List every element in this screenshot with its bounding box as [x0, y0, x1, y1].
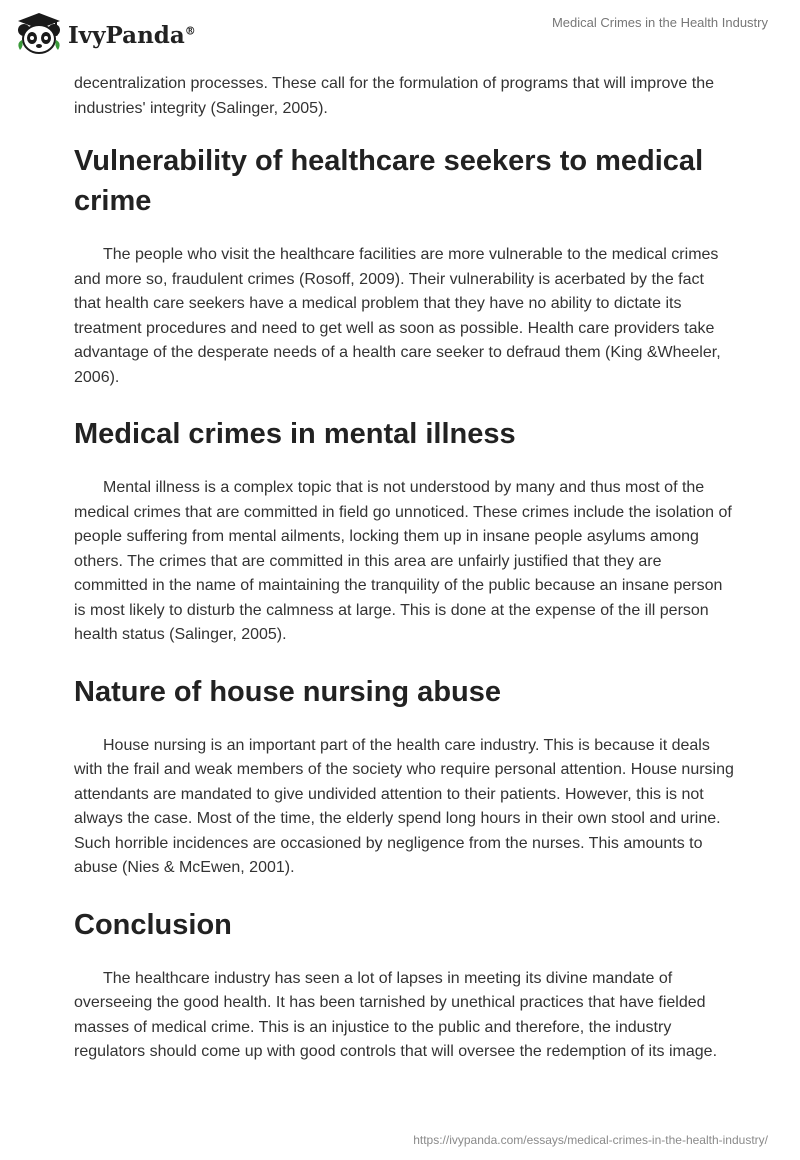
paragraph-house-nursing: House nursing is an important part of the health care industry. This is because it deals with the frail and weak members of the society who require personal attention. House nursing attendants are mandated to give undivided attention to their patients. However, this is not always the case. Most of the time, the elderly spend long hours in their own stool and urine. Such horrible incidences are occasioned by negligence from the nurses. This amounts to abuse (Nies & McEwen, 2001). [74, 736, 734, 876]
paragraph-conclusion: The healthcare industry has seen a lot of lapses in meeting its divine mandate of overseeing the good health. It has been tarnished by unethical practices that have fielded masses of medical crime. This is an injustice to the public and therefore, the industry regulators should come up with good controls that will oversee the redemption of its image. [74, 969, 718, 1060]
source-url-link[interactable]: https://ivypanda.com/essays/medical-crimes-in-the-health-industry/ [413, 1133, 768, 1147]
brand-name: IvyPanda® [68, 21, 196, 49]
section-heading-house-nursing: Nature of house nursing abuse [74, 675, 501, 708]
paragraph-continued: decentralization processes. These call for the formulation of programs that will improve the industries' integrity (Salinger, 2005). [74, 75, 715, 117]
section-heading-vulnerability: Vulnerability of healthcare seekers to medical crime [74, 145, 704, 217]
page-header [0, 0, 800, 70]
paragraph-vulnerability: The people who visit the healthcare facilities are more vulnerable to the medical crimes and more so, fraudulent crimes (Rosoff, 2009). Their vulnerability is acerbated by the fact that health care seekers have a medical problem that they have no ability to dictate its treatment procedures and need to get well as soon as possible. Health care providers take advantage of the desperate needs of a health care seeker to defraud them (King &Wheeler, 2006). [74, 246, 721, 386]
paragraph-mental-illness: Mental illness is a complex topic that is not understood by many and thus most of the medical crimes that are committed in field go unnoticed. These crimes include the isolation of people suffering from mental ailments, locking them up in insane people asylums among others. The crimes that are committed in this area are unfairly justified that they are committed in the name of maintaining the tranquility of the public because an insane person is most likely to disturb the calmness at large. This is done at the expense of the ill person health status (Salinger, 2005). [74, 479, 732, 643]
ivypanda-logo[interactable] [14, 10, 196, 56]
section-heading-conclusion: Conclusion [74, 908, 232, 941]
essay-body [74, 72, 734, 1065]
panda-logo-icon [14, 10, 64, 56]
section-heading-mental-illness: Medical crimes in mental illness [74, 418, 516, 450]
document-title: Medical Crimes in the Health Industry [551, 15, 768, 30]
